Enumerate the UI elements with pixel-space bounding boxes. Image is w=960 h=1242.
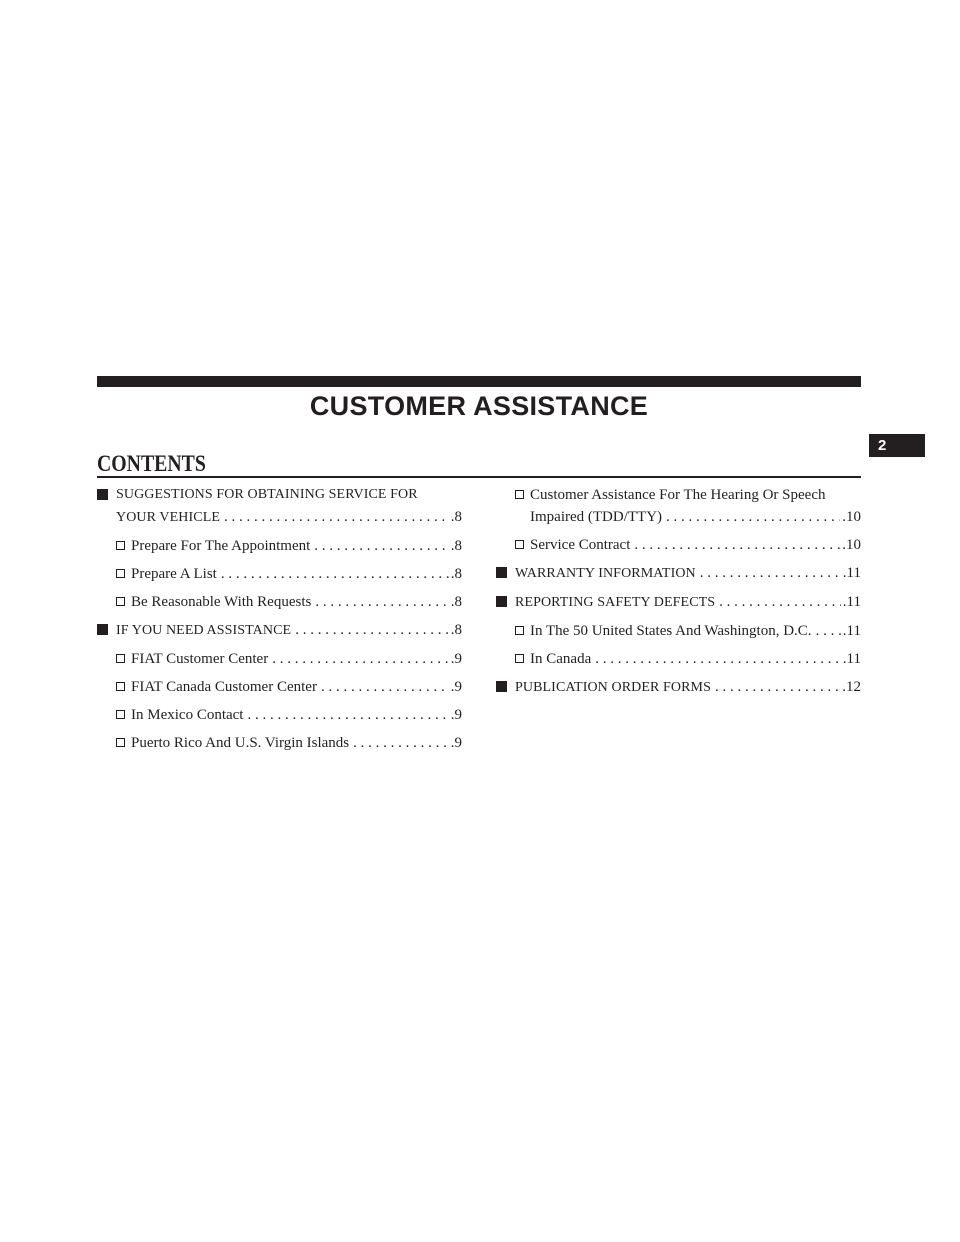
toc-entry[interactable] bbox=[496, 620, 861, 642]
hollow-square-bullet-icon bbox=[515, 540, 524, 549]
toc-entry-title-line1: SUGGESTIONS FOR OBTAINING SERVICE FOR bbox=[116, 487, 418, 502]
toc-entry-page: .9 bbox=[450, 651, 462, 667]
hollow-square-bullet-icon bbox=[116, 738, 125, 747]
toc-entry-page: .10 bbox=[842, 537, 861, 553]
dot-leader bbox=[247, 704, 448, 726]
hollow-square-bullet-icon bbox=[116, 597, 125, 606]
chapter-top-rule bbox=[97, 376, 861, 387]
toc-entry-page: .8 bbox=[450, 538, 462, 554]
toc-entry-title-line1: Customer Assistance For The Hearing Or Speech bbox=[530, 487, 826, 503]
toc-entry-page: .8 bbox=[450, 566, 462, 582]
filled-square-bullet-icon bbox=[496, 681, 507, 692]
toc-entry[interactable] bbox=[496, 562, 861, 585]
toc-entry-page: .8 bbox=[450, 622, 462, 638]
contents-heading: CONTENTS bbox=[97, 451, 206, 476]
toc-entry-title: Prepare A List bbox=[131, 566, 217, 582]
toc-entry-page: .10 bbox=[842, 509, 861, 525]
dot-leader bbox=[353, 732, 449, 754]
toc-entry-title: PUBLICATION ORDER FORMS bbox=[515, 680, 711, 695]
dot-leader bbox=[224, 506, 449, 528]
toc-entry[interactable] bbox=[97, 535, 462, 557]
dot-leader bbox=[634, 534, 840, 556]
hollow-square-bullet-icon bbox=[116, 682, 125, 691]
toc-entry-title: Puerto Rico And U.S. Virgin Islands bbox=[131, 735, 350, 751]
hollow-square-bullet-icon bbox=[515, 626, 524, 635]
dot-leader bbox=[221, 563, 449, 585]
toc-entry-title: In Canada bbox=[530, 651, 592, 667]
toc-entry-page: .11 bbox=[842, 651, 861, 667]
toc-entry-page: .11 bbox=[842, 565, 861, 581]
dot-leader bbox=[719, 591, 841, 613]
toc-entry[interactable] bbox=[97, 563, 462, 585]
dot-leader bbox=[315, 591, 448, 613]
hollow-square-bullet-icon bbox=[116, 569, 125, 578]
toc-entry-page: .11 bbox=[842, 623, 861, 639]
toc-entry-title: In Mexico Contact bbox=[131, 707, 244, 723]
toc-entry-title: Prepare For The Appointment bbox=[131, 538, 311, 554]
dot-leader bbox=[816, 620, 841, 642]
toc-entry[interactable] bbox=[97, 704, 462, 726]
toc-entry-page: .11 bbox=[842, 594, 861, 610]
dot-leader bbox=[321, 676, 449, 698]
toc-left-column bbox=[97, 484, 462, 760]
chapter-tab[interactable]: 2 bbox=[869, 434, 925, 457]
toc-entry-page: .12 bbox=[842, 679, 861, 695]
toc-entry-title: Service Contract bbox=[530, 537, 631, 553]
toc-entry[interactable] bbox=[496, 591, 861, 614]
toc-entry-page: .9 bbox=[450, 679, 462, 695]
toc-entry-page: .8 bbox=[450, 594, 462, 610]
hollow-square-bullet-icon bbox=[116, 654, 125, 663]
hollow-square-bullet-icon bbox=[515, 654, 524, 663]
dot-leader bbox=[295, 619, 449, 641]
toc-entry[interactable] bbox=[496, 484, 861, 528]
toc-entry-title: REPORTING SAFETY DEFECTS bbox=[515, 595, 716, 610]
toc-entry[interactable] bbox=[97, 484, 462, 529]
toc-entry-title: Impaired (TDD/TTY) bbox=[530, 509, 663, 525]
toc-entry[interactable] bbox=[97, 591, 462, 613]
dot-leader bbox=[700, 562, 841, 584]
toc-entry-title: IF YOU NEED ASSISTANCE bbox=[116, 623, 292, 638]
dot-leader bbox=[272, 648, 449, 670]
toc-entry-page: .9 bbox=[450, 735, 462, 751]
toc-entry-page: .8 bbox=[450, 509, 462, 525]
toc-right-column bbox=[496, 484, 861, 705]
dot-leader bbox=[715, 676, 840, 698]
filled-square-bullet-icon bbox=[97, 489, 108, 500]
toc-entry[interactable] bbox=[97, 732, 462, 754]
chapter-title: CUSTOMER ASSISTANCE bbox=[309, 391, 649, 421]
toc-entry-title: Be Reasonable With Requests bbox=[131, 594, 312, 610]
toc-entry-title: WARRANTY INFORMATION bbox=[515, 566, 696, 581]
toc-entry-title: In The 50 United States And Washington, D.C. bbox=[530, 623, 812, 639]
toc-entry[interactable] bbox=[97, 648, 462, 670]
hollow-square-bullet-icon bbox=[116, 710, 125, 719]
toc-entry[interactable] bbox=[496, 648, 861, 670]
contents-rule bbox=[97, 476, 861, 478]
toc-entry-title: YOUR VEHICLE bbox=[116, 510, 220, 525]
filled-square-bullet-icon bbox=[496, 596, 507, 607]
dot-leader bbox=[666, 506, 840, 528]
toc-entry[interactable] bbox=[97, 619, 462, 642]
dot-leader bbox=[595, 648, 841, 670]
toc-entry[interactable] bbox=[97, 676, 462, 698]
toc-entry[interactable] bbox=[496, 534, 861, 556]
hollow-square-bullet-icon bbox=[116, 541, 125, 550]
filled-square-bullet-icon bbox=[97, 624, 108, 635]
toc-entry-title: FIAT Canada Customer Center bbox=[131, 679, 317, 695]
hollow-square-bullet-icon bbox=[515, 490, 524, 499]
dot-leader bbox=[314, 535, 448, 557]
toc-entry-page: .9 bbox=[450, 707, 462, 723]
toc-entry-title: FIAT Customer Center bbox=[131, 651, 269, 667]
filled-square-bullet-icon bbox=[496, 567, 507, 578]
toc-entry[interactable] bbox=[496, 676, 861, 699]
